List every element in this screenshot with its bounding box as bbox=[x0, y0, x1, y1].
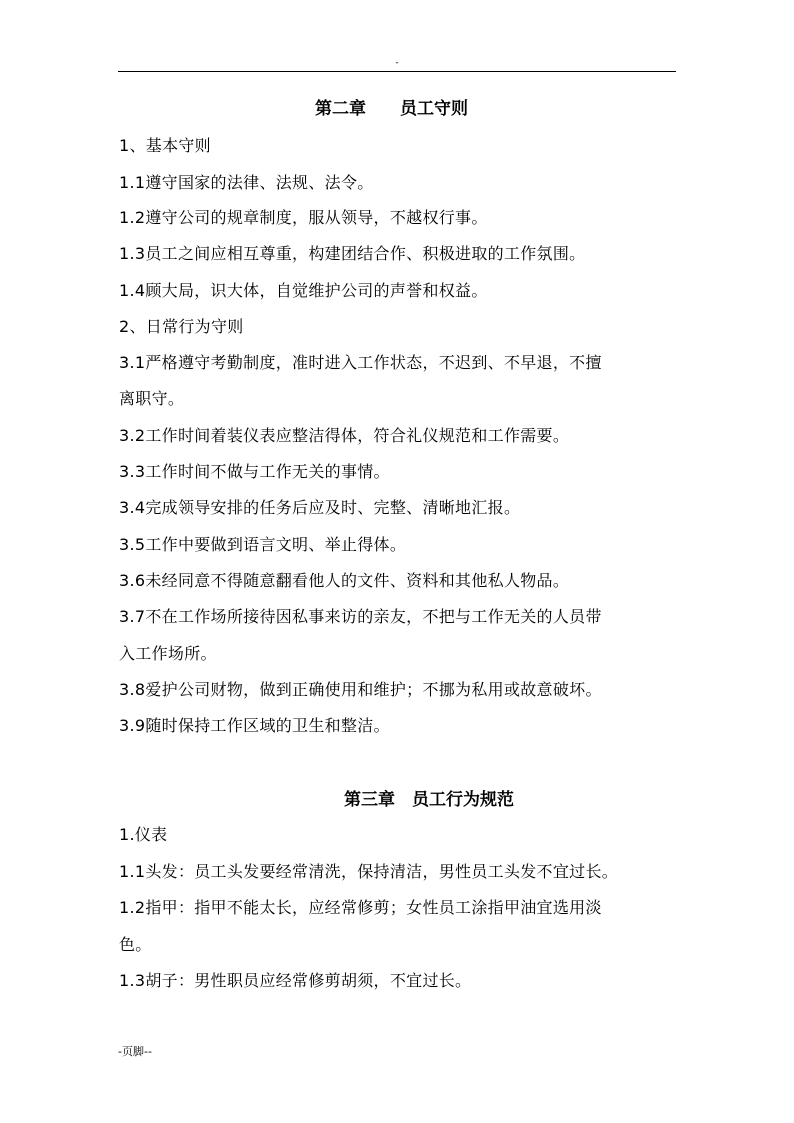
header-mark: - bbox=[395, 58, 399, 68]
chapter-2-item: 3.7不在工作场所接待因私事来访的亲友，不把与工作无关的人员带 bbox=[119, 607, 602, 626]
chapter-2-section-1-heading: 1、基本守则 bbox=[119, 136, 211, 155]
chapter-2-item: 1.3员工之间应相互尊重，构建团结合作、积极进取的工作氛围。 bbox=[119, 244, 586, 263]
chapter-3-item: 1.2指甲：指甲不能太长，应经常修剪；女性员工涂指甲油宜选用淡 bbox=[119, 898, 602, 917]
chapter-2-title: 第二章 员工守则 bbox=[315, 99, 468, 119]
chapter-3-item: 1.3胡子：男性职员应经常修剪胡须，不宜过长。 bbox=[119, 971, 472, 990]
page-footer: -页脚-- bbox=[118, 1045, 152, 1058]
chapter-3-title: 第三章 员工行为规范 bbox=[344, 790, 514, 810]
chapter-2-item-continuation: 离职守。 bbox=[119, 389, 185, 408]
chapter-2-item: 3.4完成领导安排的任务后应及时、完整、清晰地汇报。 bbox=[119, 498, 521, 517]
chapter-2-item: 3.8爱护公司财物，做到正确使用和维护；不挪为私用或故意破坏。 bbox=[119, 680, 602, 699]
chapter-2-item: 3.2工作时间着装仪表应整洁得体，符合礼仪规范和工作需要。 bbox=[119, 426, 570, 445]
chapter-3-item: 1.1头发：员工头发要经常清洗，保持清洁，男性员工头发不宜过长。 bbox=[119, 862, 619, 881]
chapter-2-item: 3.9随时保持工作区域的卫生和整洁。 bbox=[119, 716, 390, 735]
chapter-2-item: 1.4顾大局，识大体，自觉维护公司的声誉和权益。 bbox=[119, 281, 488, 300]
chapter-2-item: 3.6未经同意不得随意翻看他人的文件、资料和其他私人物品。 bbox=[119, 571, 570, 590]
chapter-2-item: 3.1严格遵守考勤制度，准时进入工作状态，不迟到、不早退，不擅 bbox=[119, 353, 602, 372]
chapter-3-section-1-heading: 1.仪表 bbox=[119, 825, 168, 844]
chapter-2-item: 1.1遵守国家的法律、法规、法令。 bbox=[119, 173, 374, 192]
chapter-3-item-continuation: 色。 bbox=[119, 935, 152, 954]
chapter-2-item: 1.2遵守公司的规章制度，服从领导，不越权行事。 bbox=[119, 208, 488, 227]
header-rule bbox=[118, 71, 676, 72]
chapter-2-item: 3.5工作中要做到语言文明、举止得体。 bbox=[119, 535, 407, 554]
chapter-2-section-2-heading: 2、日常行为守则 bbox=[119, 317, 244, 336]
chapter-2-item: 3.3工作时间不做与工作无关的事情。 bbox=[119, 462, 390, 481]
chapter-2-item-continuation: 入工作场所。 bbox=[119, 644, 217, 663]
